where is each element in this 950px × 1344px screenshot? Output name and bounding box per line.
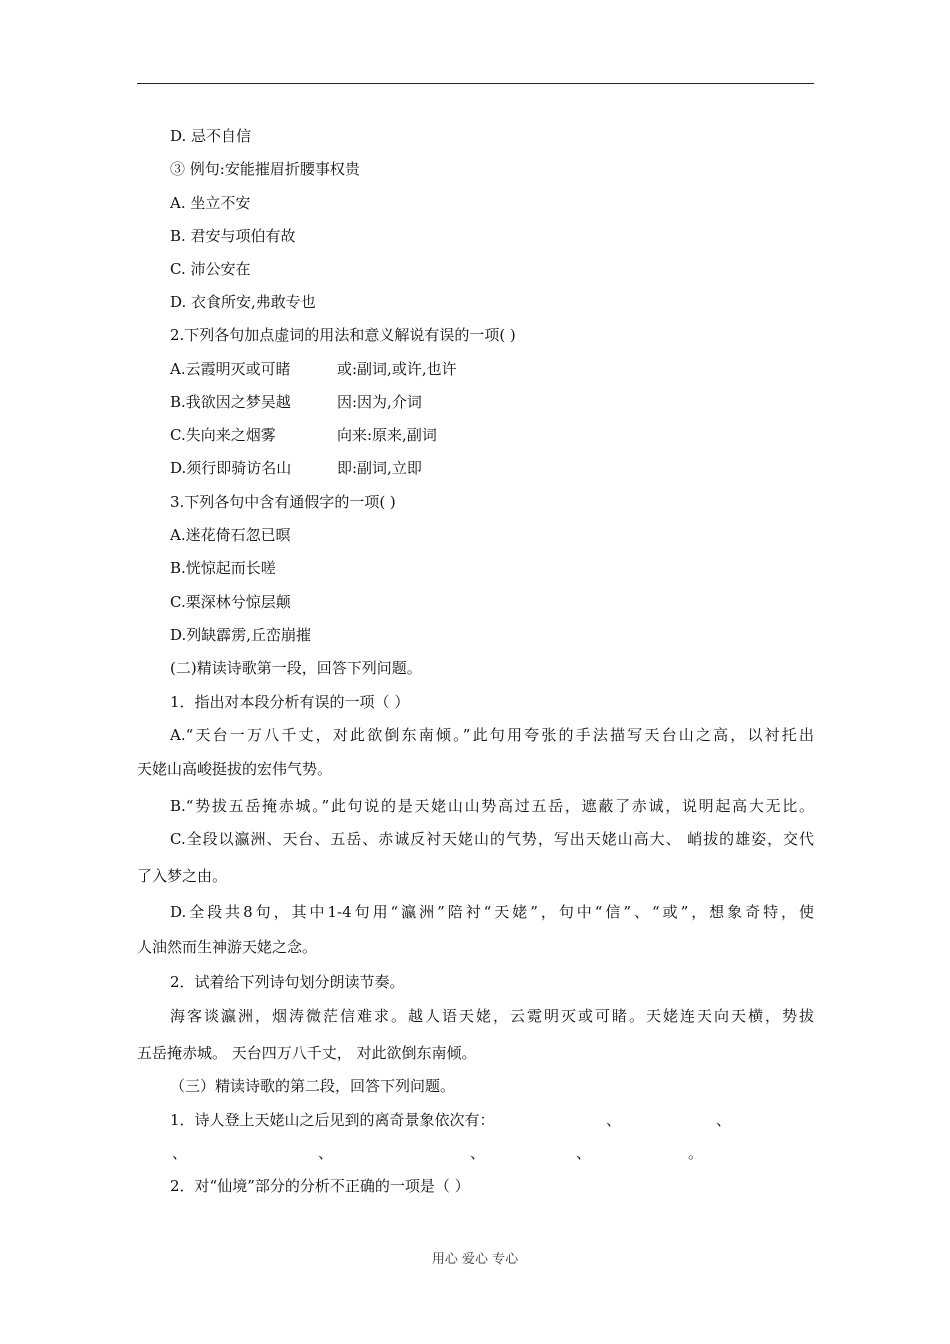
question-stem: 1．指出对本段分析有误的一项（ ） [170, 693, 410, 711]
text-line: D. 衣食所安,弗敢专也 [170, 293, 316, 311]
option-text-continued: 了入梦之由。 [137, 867, 228, 885]
blank-separator: 、 [576, 1144, 592, 1162]
option-text: D.须行即骑访名山 [170, 459, 292, 477]
question-stem: 2．试着给下列诗句划分朗读节奏。 [170, 973, 405, 991]
option-gloss: 因:因为,介词 [337, 393, 422, 411]
option-text: C.栗深林兮惊层颠 [170, 593, 291, 611]
poem-text-continued: 五岳掩赤城。 天台四万八千丈， 对此欲倒东南倾。 [137, 1044, 477, 1062]
blank-separator: 、 [716, 1111, 732, 1129]
question-stem: 2.下列各句加点虚词的用法和意义解说有误的一项( ) [170, 326, 516, 344]
option-text: B.恍惊起而长嗟 [170, 559, 276, 577]
option-text: A.云霞明灭或可睹 [170, 360, 291, 378]
blank-separator: 、 [318, 1144, 334, 1162]
option-text: D.列缺霹雳,丘峦崩摧 [170, 626, 312, 644]
question-stem: 3.下列各句中含有通假字的一项( ) [170, 493, 396, 511]
option-text: A.迷花倚石忽已暝 [170, 526, 291, 544]
option-text-continued: 天姥山高峻挺拔的宏伟气势。 [137, 760, 333, 778]
option-text: C.全段以瀛洲、天台、五岳、赤诚反衬天姥山的气势，写出天姥山高大、 峭拔的雄姿，交代 [170, 830, 814, 848]
option-gloss: 或:副词,或许,也许 [337, 360, 457, 378]
text-line: C. 沛公安在 [170, 260, 251, 278]
blank-separator: 、 [470, 1144, 486, 1162]
option-text: B.我欲因之梦吴越 [170, 393, 291, 411]
option-text-continued: 人油然而生神游天姥之念。 [137, 938, 318, 956]
section-heading: (二)精读诗歌第一段，回答下列问题。 [170, 659, 422, 677]
page-footer: 用心 爱心 专心 [431, 1252, 519, 1267]
text-line: ③ 例句:安能摧眉折腰事权贵 [170, 160, 360, 178]
blank-separator: 、 [172, 1144, 188, 1162]
question-stem: 1．诗人登上天姥山之后见到的离奇景象依次有： [170, 1111, 495, 1129]
section-heading: （三）精读诗歌的第二段，回答下列问题。 [170, 1077, 456, 1095]
option-text: C.失向来之烟雾 [170, 426, 276, 444]
header-rule [137, 83, 814, 84]
option-text: D.全段共8句，其中1-4句用“瀛洲”陪衬“天姥”，句中“信”、“或”，想象奇特，使 [170, 903, 814, 921]
option-text: A.“天台一万八千丈，对此欲倒东南倾。”此句用夸张的手法描写天台山之高，以衬托出 [170, 726, 814, 744]
text-line: D. 忌不自信 [170, 127, 252, 145]
text-line: A. 坐立不安 [170, 194, 251, 212]
poem-text: 海客谈瀛洲，烟涛微茫信难求。越人语天姥，云霓明灭或可睹。天姥连天向天横，势拔 [170, 1007, 814, 1025]
question-stem: 2．对“仙境”部分的分析不正确的一项是（ ） [170, 1177, 470, 1195]
option-gloss: 向来:原来,副词 [337, 426, 437, 444]
text-line: B. 君安与项伯有故 [170, 227, 296, 245]
blank-separator: 。 [688, 1144, 704, 1162]
blank-separator: 、 [606, 1111, 622, 1129]
option-text: B.“势拔五岳掩赤城。”此句说的是天姥山山势高过五岳，遮蔽了赤诚，说明起高大无比。 [170, 797, 814, 815]
option-gloss: 即:副词,立即 [337, 459, 422, 477]
